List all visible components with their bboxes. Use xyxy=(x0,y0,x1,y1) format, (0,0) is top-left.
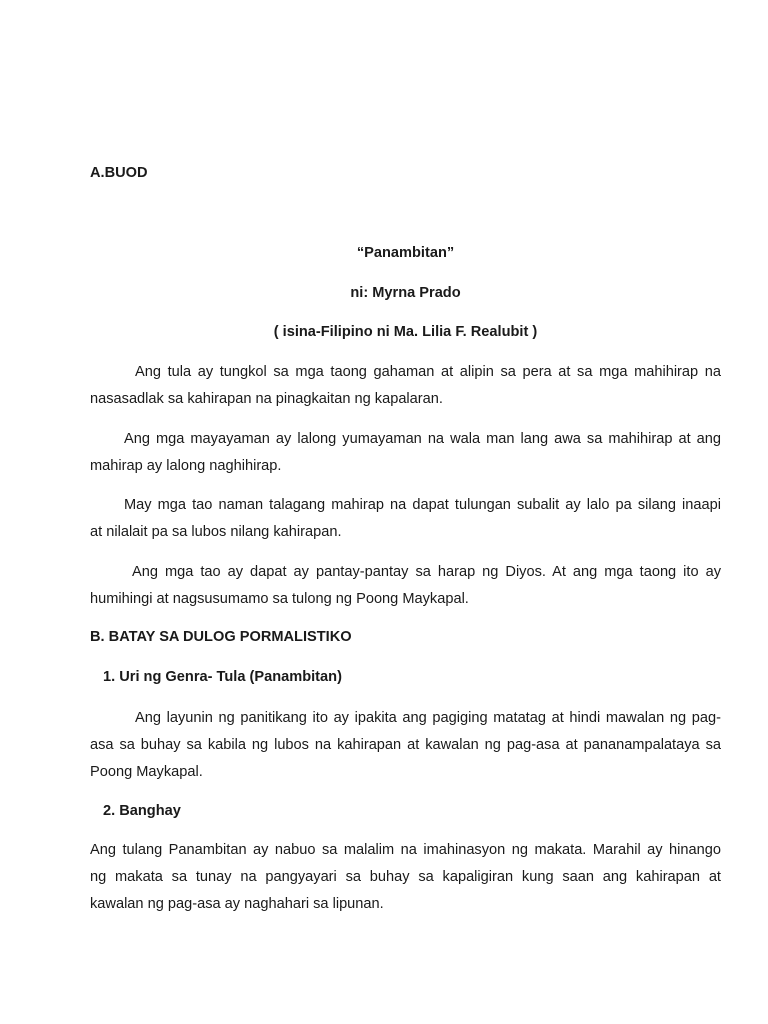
item2-paragraph xyxy=(90,837,721,918)
paragraph-line: Ang layunin ng panitikang ito ay ipakita ang pagiging matatag at hindi mawalan ng pag- xyxy=(135,710,721,726)
poem-translator: ( isina-Filipino ni Ma. Lilia F. Realubit ) xyxy=(273,324,538,340)
item1-heading: 1. Uri ng Genra- Tula (Panambitan) xyxy=(103,669,342,685)
section-a-heading: A.BUOD xyxy=(90,165,148,181)
paragraph-line: Ang tula ay tungkol sa mga taong gahaman at alipin sa pera at sa mga mahihirap na xyxy=(135,364,721,380)
item1-paragraph xyxy=(90,705,721,786)
paragraph-line: nasasadlak sa kahirapan na pinagkaitan ng kapalaran. xyxy=(90,391,443,407)
summary-paragraph-1 xyxy=(90,359,721,413)
paragraph-line: Ang mga mayayaman ay lalong yumayaman na wala man lang awa sa mahihirap at ang xyxy=(124,431,721,447)
paragraph-line: Poong Maykapal. xyxy=(90,764,203,780)
paragraph-line: May mga tao naman talagang mahirap na dapat tulungan subalit ay lalo pa silang inaapi xyxy=(124,497,721,513)
item2-heading: 2. Banghay xyxy=(103,803,181,819)
summary-paragraph-2 xyxy=(90,426,721,480)
poem-title: “Panambitan” xyxy=(356,245,455,261)
paragraph-line: asa sa buhay sa kabila ng lubos na kahirapan at kawalan ng pag-asa at pananampalataya sa xyxy=(90,737,721,753)
paragraph-line: mahirap ay lalong naghihirap. xyxy=(90,458,282,474)
poem-author: ni: Myrna Prado xyxy=(350,285,461,301)
summary-paragraph-4 xyxy=(90,559,721,613)
paragraph-line: Ang tulang Panambitan ay nabuo sa malalim na imahinasyon ng makata. Marahil ay hinango xyxy=(90,842,721,858)
paragraph-line: kawalan ng pag-asa ay naghahari sa lipunan. xyxy=(90,896,384,912)
paragraph-line: ng makata sa tunay na pangyayari sa buhay sa kapaligiran kung saan ang kahirapan at xyxy=(90,869,721,885)
section-b-heading: B. BATAY SA DULOG PORMALISTIKO xyxy=(90,629,352,645)
summary-paragraph-3 xyxy=(90,492,721,546)
paragraph-line: at nilalait pa sa lubos nilang kahirapan. xyxy=(90,524,342,540)
paragraph-line: Ang mga tao ay dapat ay pantay-pantay sa harap ng Diyos. At ang mga taong ito ay xyxy=(132,564,721,580)
paragraph-line: humihingi at nagsusumamo sa tulong ng Poong Maykapal. xyxy=(90,591,469,607)
